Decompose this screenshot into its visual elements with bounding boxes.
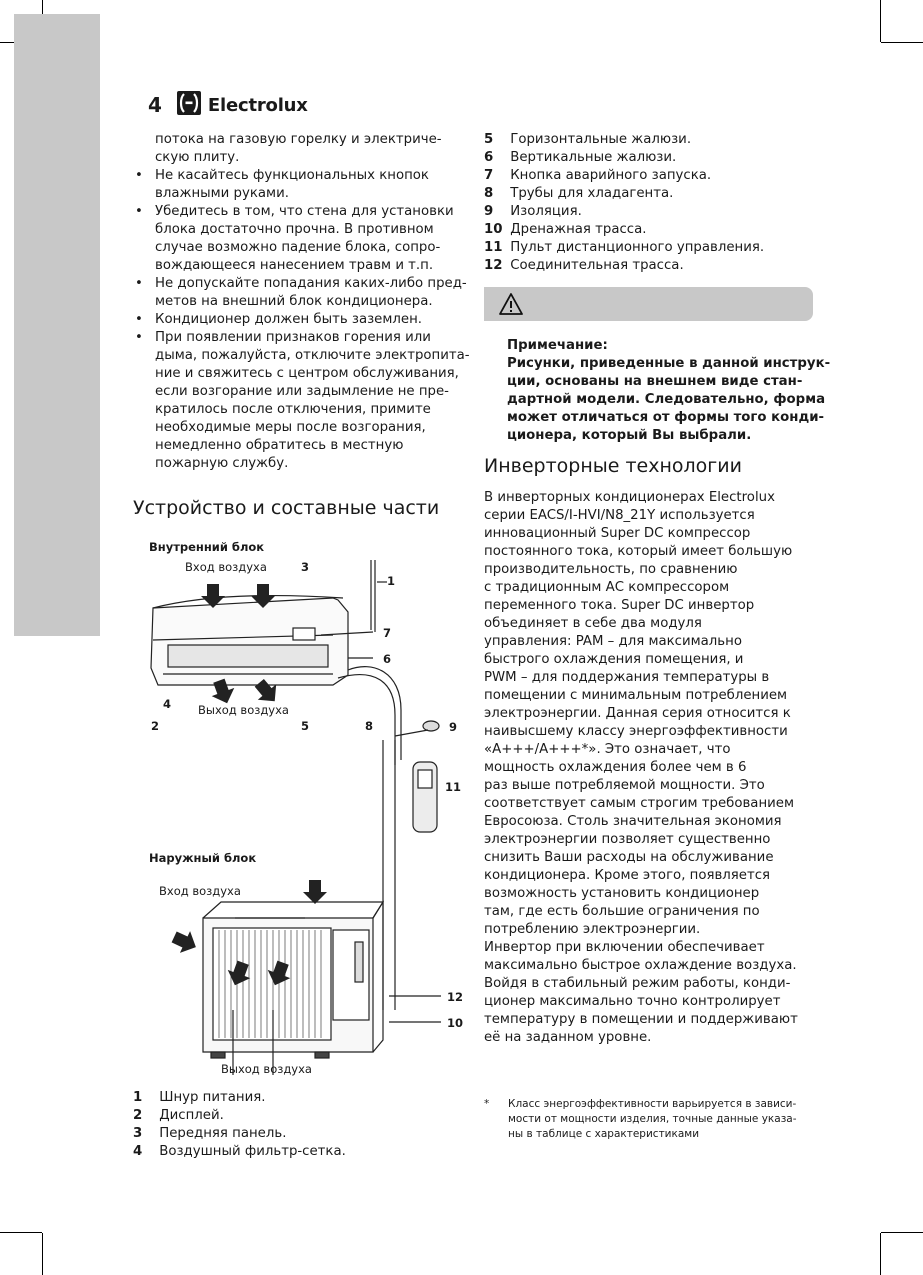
- left-column: [133, 131, 468, 517]
- part-num: 12: [484, 258, 503, 273]
- inverter-line: максимально быстрое охлаждение воздуха.: [484, 958, 797, 973]
- inverter-line: там, где есть большие ограничения по: [484, 904, 760, 919]
- part-text: Вертикальные жалюзи.: [510, 150, 677, 165]
- bullet-line: влажными руками.: [155, 186, 289, 201]
- inverter-title: Инверторные технологии: [484, 455, 742, 477]
- part-num: 9: [484, 204, 494, 219]
- note-line: может отличаться от формы того конди-: [507, 410, 825, 425]
- inverter-section: [484, 457, 814, 1047]
- bullet-line: вождающееся нанесением травм и т.п.: [155, 258, 434, 273]
- part-item: [484, 239, 764, 257]
- indoor-unit-label: Внутренний блок: [149, 540, 265, 554]
- inverter-line: кондиционера. Кроме этого, появляется: [484, 868, 771, 883]
- safety-bullets: [133, 167, 468, 473]
- bullet-item: [133, 167, 468, 203]
- inverter-line: наивысшему классу энергоэффективности: [484, 724, 788, 739]
- bullet-line: кратилось после отключения, примите: [155, 402, 431, 417]
- inverter-line: потреблению электроэнергии.: [484, 922, 701, 937]
- inverter-line: серии EACS/I-HVI/N8_21Y используется: [484, 508, 755, 523]
- part-num: 7: [484, 168, 494, 183]
- part-num: 6: [484, 150, 494, 165]
- air-out-label: Выход воздуха: [198, 703, 289, 717]
- footnote-line: ны в таблице с характеристиками: [508, 1128, 700, 1140]
- callout-1: 1: [387, 574, 396, 588]
- footnote-line: мости от мощности изделия, точные данные указа-: [508, 1113, 797, 1125]
- bullet-line: случае возможно падение блока, сопро-: [155, 240, 441, 255]
- outdoor-air-out-label: Выход воздуха: [221, 1062, 312, 1076]
- note-line: дартной модели. Следовательно, форма: [507, 392, 826, 407]
- part-num: 2: [133, 1108, 143, 1123]
- part-item: [484, 221, 764, 239]
- inverter-line: температуру в помещении и поддерживают: [484, 1012, 798, 1027]
- bullet-item: [133, 275, 468, 311]
- bullet-line: пожарную службу.: [155, 456, 289, 471]
- crop-mark: [880, 0, 881, 42]
- part-item: [484, 257, 764, 275]
- part-text: Пульт дистанционного управления.: [510, 240, 765, 255]
- inverter-line: с традиционным АС компрессором: [484, 580, 730, 595]
- inverter-line: PWM – для поддержания температуры в: [484, 670, 770, 685]
- bullet-line: блока достаточно прочна. В противном: [155, 222, 434, 237]
- part-num: 4: [133, 1144, 143, 1159]
- part-item: [133, 1089, 346, 1107]
- part-text: Шнур питания.: [159, 1090, 266, 1105]
- inverter-line: Войдя в стабильный режим работы, конди-: [484, 976, 791, 991]
- inverter-line: В инверторных кондиционерах Electrolux: [484, 490, 775, 505]
- part-item: [484, 185, 764, 203]
- bullet-line: • Убедитесь в том, что стена для установки: [155, 204, 454, 219]
- inverter-line: «А+++/А+++*». Это означает, что: [484, 742, 731, 757]
- part-num: 5: [484, 132, 494, 147]
- bullet-line: • Не касайтесь функциональных кнопок: [155, 168, 429, 183]
- part-text: Горизонтальные жалюзи.: [510, 132, 692, 147]
- part-num: 11: [484, 240, 503, 255]
- part-item: [484, 203, 764, 221]
- inverter-line: мощность охлаждения более чем в 6: [484, 760, 747, 775]
- air-in-label: Вход воздуха: [185, 560, 267, 574]
- callout-9: 9: [449, 720, 458, 734]
- note-line: Рисунки, приведенные в данной инструк-: [507, 356, 831, 371]
- bullet-line: метов на внешний блок кондиционера.: [155, 294, 433, 309]
- part-num: 1: [133, 1090, 143, 1105]
- callout-8: 8: [365, 719, 374, 733]
- diagram-drawing: [133, 540, 478, 1080]
- part-item: [133, 1107, 346, 1125]
- note-line: ции, основаны на внешнем виде стан-: [507, 374, 803, 389]
- part-item: [484, 149, 764, 167]
- inverter-line: её на заданном уровне.: [484, 1030, 652, 1045]
- crop-mark: [881, 42, 923, 43]
- inverter-line: снизить Ваши расходы на обслуживание: [484, 850, 774, 865]
- callout-6: 6: [383, 652, 392, 666]
- inverter-line: управления: PAM – для максимально: [484, 634, 742, 649]
- intro-line: скую плиту.: [155, 150, 240, 165]
- part-item: [484, 131, 764, 149]
- inverter-line: производительность, по сравнению: [484, 562, 738, 577]
- inverter-line: Евросоюза. Столь значительная экономия: [484, 814, 782, 829]
- callout-10: 10: [447, 1016, 464, 1030]
- inverter-line: Инвертор при включении обеспечивает: [484, 940, 765, 955]
- inverter-line: переменного тока. Super DC инвертор: [484, 598, 755, 613]
- part-item: [484, 167, 764, 185]
- page-number: 4: [148, 93, 162, 117]
- bullet-line: если возгорание или задымление не пре-: [155, 384, 449, 399]
- bullet-item: [133, 311, 468, 329]
- crop-mark: [880, 1233, 881, 1275]
- inverter-body: [484, 489, 814, 1047]
- ac-diagram: [133, 540, 478, 1080]
- bullet-line: необходимые меры после возгорания,: [155, 420, 426, 435]
- side-tab: [14, 14, 100, 636]
- part-text: Дисплей.: [159, 1108, 224, 1123]
- inverter-line: возможность установить кондиционер: [484, 886, 760, 901]
- bullet-line: ние и свяжитесь с центром обслуживания,: [155, 366, 459, 381]
- part-text: Изоляция.: [510, 204, 582, 219]
- bullet-item: [133, 329, 468, 473]
- callout-11: 11: [445, 780, 462, 794]
- callout-7: 7: [383, 626, 392, 640]
- inverter-line: объединяет в себе два модуля: [484, 616, 702, 631]
- inverter-line: постоянного тока, который имеет большую: [484, 544, 793, 559]
- bullet-line: • Не допускайте попадания каких-либо пред-: [155, 276, 467, 291]
- part-text: Соединительная трасса.: [510, 258, 684, 273]
- warning-bar: [484, 287, 813, 321]
- part-item: [133, 1143, 346, 1161]
- callout-3: 3: [301, 560, 310, 574]
- crop-mark: [42, 1233, 43, 1275]
- outdoor-air-in-label: Вход воздуха: [159, 884, 241, 898]
- warning-icon: [498, 292, 524, 316]
- inverter-line: помещении с минимальным потреблением: [484, 688, 788, 703]
- part-text: Трубы для хладагента.: [510, 186, 674, 201]
- inverter-line: электроэнергии. Данная серия относится к: [484, 706, 791, 721]
- inverter-line: соответствует самым строгим требованием: [484, 796, 795, 811]
- footnote-line: Класс энергоэффективности варьируется в зависи-: [508, 1098, 797, 1110]
- note-title: Примечание:: [507, 338, 608, 353]
- inverter-line: электроэнергии позволяет существенно: [484, 832, 771, 847]
- callout-2: 2: [151, 719, 160, 733]
- parts-list-left: [133, 1089, 346, 1161]
- inverter-line: раз выше потребляемой мощности. Это: [484, 778, 765, 793]
- parts-list-right: [484, 131, 764, 275]
- part-text: Кнопка аварийного запуска.: [510, 168, 712, 183]
- bullet-item: [133, 203, 468, 275]
- outdoor-unit-label: Наружный блок: [149, 851, 257, 865]
- crop-mark: [881, 1232, 923, 1233]
- electrolux-logo-icon: [176, 90, 202, 120]
- section-title: Устройство и составные части: [133, 497, 440, 519]
- callout-4: 4: [163, 697, 172, 711]
- note-line: ционера, который Вы выбрали.: [507, 428, 752, 443]
- bullet-line: • При появлении признаков горения или: [155, 330, 431, 345]
- crop-mark: [0, 1232, 42, 1233]
- part-num: 3: [133, 1126, 143, 1141]
- callout-5: 5: [301, 719, 310, 733]
- part-num: 10: [484, 222, 503, 237]
- callout-12: 12: [447, 990, 464, 1004]
- brand-name: Electrolux: [207, 94, 308, 116]
- bullet-line: дыма, пожалуйста, отключите электропита-: [155, 348, 470, 363]
- part-text: Воздушный фильтр-сетка.: [159, 1144, 346, 1159]
- note-block: [507, 337, 830, 445]
- part-num: 8: [484, 186, 494, 201]
- part-text: Передняя панель.: [159, 1126, 287, 1141]
- inverter-line: быстрого охлаждения помещения, и: [484, 652, 744, 667]
- inverter-line: ционер максимально точно контролирует: [484, 994, 781, 1009]
- bullet-line: • Кондиционер должен быть заземлен.: [155, 312, 422, 327]
- footnote-marker: *: [484, 1098, 490, 1110]
- intro-line: потока на газовую горелку и электриче-: [155, 132, 442, 147]
- footnote: [484, 1097, 797, 1142]
- part-text: Дренажная трасса.: [510, 222, 647, 237]
- page-header: [148, 90, 308, 120]
- bullet-line: немедленно обратитесь в местную: [155, 438, 404, 453]
- part-item: [133, 1125, 346, 1143]
- inverter-line: инновационный Super DC компрессор: [484, 526, 751, 541]
